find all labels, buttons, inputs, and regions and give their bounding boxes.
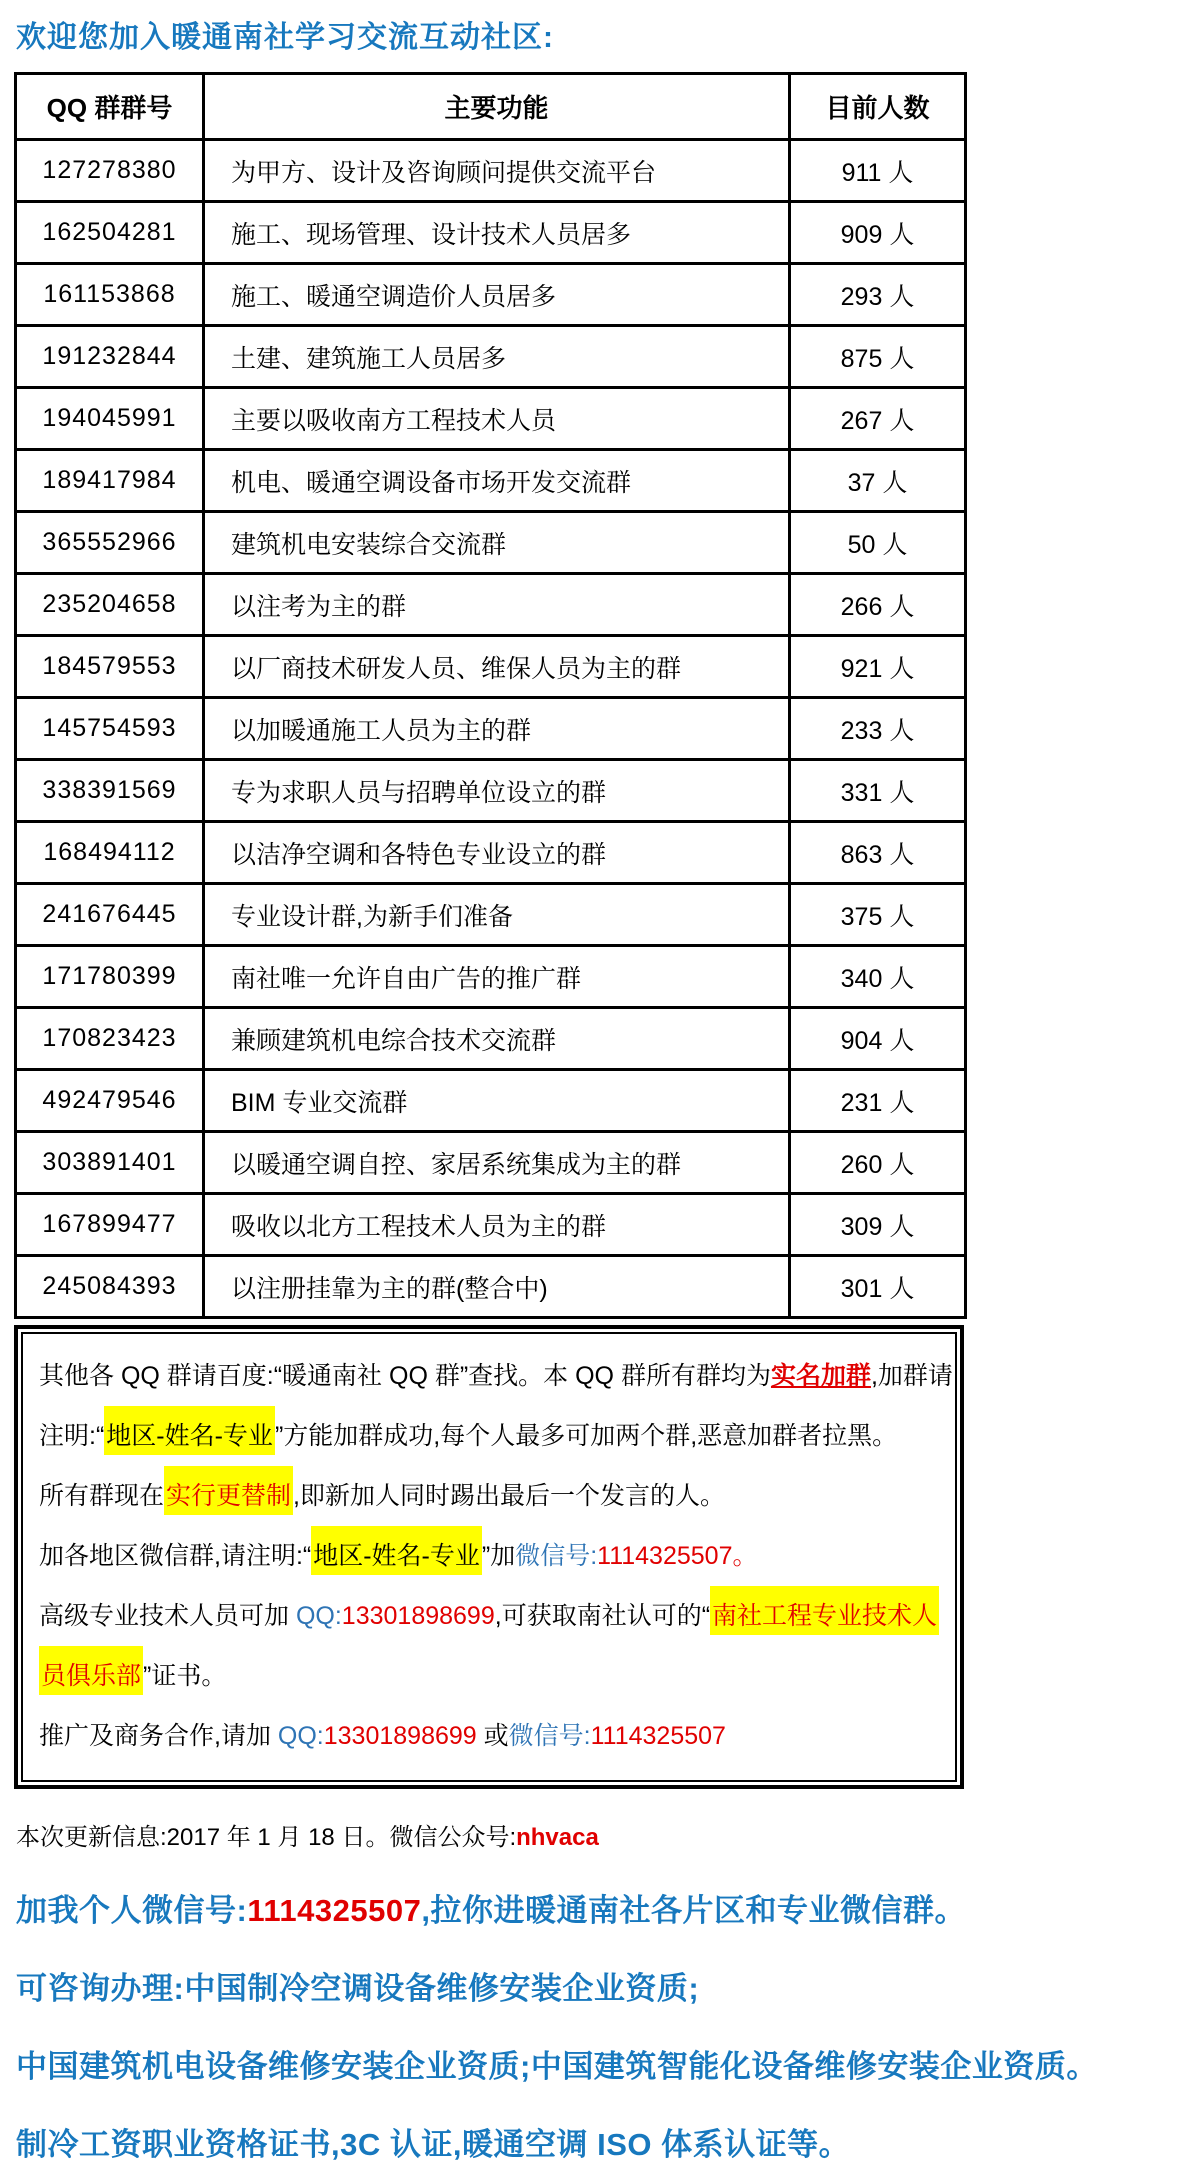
function-cell: 施工、现场管理、设计技术人员居多: [204, 202, 790, 264]
text-segment: 地区-姓名-专业: [104, 1406, 275, 1455]
table-row: [16, 326, 966, 388]
note-line: [39, 1586, 939, 1646]
text-segment: ”加: [481, 1542, 516, 1570]
table-row: [16, 760, 966, 822]
qq-number-cell: 365552966: [16, 512, 204, 574]
text-segment: 所有群现在: [39, 1482, 165, 1510]
text-segment: ”方能加群成功,每个人最多可加两个群,恶意加群者拉黑。: [274, 1422, 898, 1450]
text-segment: ,拉你进暖通南社各片区和专业微信群。: [421, 1893, 966, 1928]
header-member-count: 目前人数: [790, 74, 966, 140]
qq-number-cell: 127278380: [16, 140, 204, 202]
text-segment: 地区-姓名-专业: [311, 1526, 482, 1575]
function-cell: BIM 专业交流群: [204, 1070, 790, 1132]
note-line: [39, 1646, 939, 1706]
function-cell: 以注册挂靠为主的群(整合中): [204, 1256, 790, 1318]
qq-number-cell: 189417984: [16, 450, 204, 512]
header-main-function: 主要功能: [204, 74, 790, 140]
update-info-line: [16, 1817, 1168, 1852]
function-cell: 吸收以北方工程技术人员为主的群: [204, 1194, 790, 1256]
table-row: [16, 388, 966, 450]
qq-number-cell: 194045991: [16, 388, 204, 450]
footer-line: [16, 1963, 1168, 2008]
table-row: [16, 1132, 966, 1194]
table-row: [16, 946, 966, 1008]
qq-number-cell: 167899477: [16, 1194, 204, 1256]
text-segment: 或: [476, 1722, 509, 1750]
table-row: [16, 822, 966, 884]
text-segment: 13301898699: [323, 1722, 477, 1750]
text-segment: 注明:“: [39, 1422, 105, 1450]
table-row: [16, 1070, 966, 1132]
note-line: [39, 1406, 939, 1466]
table-row: [16, 1008, 966, 1070]
qq-number-cell: 338391569: [16, 760, 204, 822]
table-row: [16, 140, 966, 202]
table-row: [16, 450, 966, 512]
member-count-cell: 50 人: [790, 512, 966, 574]
text-segment: 加我个人微信号:: [16, 1893, 248, 1928]
function-cell: 以注考为主的群: [204, 574, 790, 636]
member-count-cell: 301 人: [790, 1256, 966, 1318]
table-row: [16, 512, 966, 574]
qq-number-cell: 162504281: [16, 202, 204, 264]
text-segment: 实行更替制: [164, 1466, 293, 1515]
table-header-row: [16, 74, 966, 140]
footer-line: [16, 1885, 1168, 1930]
page-title: 欢迎您加入暖通南社学习交流互动社区:: [16, 21, 554, 54]
member-count-cell: 231 人: [790, 1070, 966, 1132]
member-count-cell: 331 人: [790, 760, 966, 822]
qq-number-cell: 184579553: [16, 636, 204, 698]
function-cell: 施工、暖通空调造价人员居多: [204, 264, 790, 326]
text-segment: 1114325507: [247, 1893, 422, 1928]
member-count-cell: 233 人: [790, 698, 966, 760]
member-count-cell: 909 人: [790, 202, 966, 264]
function-cell: 专业设计群,为新手们准备: [204, 884, 790, 946]
footer-line: [16, 2041, 1168, 2086]
note-line: [39, 1466, 939, 1526]
member-count-cell: 340 人: [790, 946, 966, 1008]
qq-number-cell: 171780399: [16, 946, 204, 1008]
function-cell: 机电、暖通空调设备市场开发交流群: [204, 450, 790, 512]
footer-section: [14, 1885, 1168, 2164]
header-qq-number: QQ 群群号: [16, 74, 204, 140]
text-segment: QQ:: [295, 1602, 342, 1630]
text-segment: ,即新加人同时踢出最后一个发言的人。: [293, 1482, 725, 1510]
table-row: [16, 202, 966, 264]
qq-number-cell: 241676445: [16, 884, 204, 946]
text-segment: QQ:: [277, 1722, 324, 1750]
function-cell: 为甲方、设计及咨询顾问提供交流平台: [204, 140, 790, 202]
function-cell: 以暖通空调自控、家居系统集成为主的群: [204, 1132, 790, 1194]
text-segment: ”证书。: [143, 1662, 227, 1690]
member-count-cell: 267 人: [790, 388, 966, 450]
member-count-cell: 911 人: [790, 140, 966, 202]
text-segment: 13301898699: [341, 1602, 495, 1630]
table-row: [16, 1194, 966, 1256]
qq-number-cell: 245084393: [16, 1256, 204, 1318]
table-row: [16, 884, 966, 946]
table-row: [16, 698, 966, 760]
qq-number-cell: 145754593: [16, 698, 204, 760]
member-count-cell: 266 人: [790, 574, 966, 636]
text-segment: 南社工程专业技术人: [710, 1586, 939, 1635]
table-row: [16, 574, 966, 636]
note-line: [39, 1346, 953, 1406]
text-segment: 员俱乐部: [39, 1646, 143, 1695]
text-segment: 加各地区微信群,请注明:“: [39, 1542, 312, 1570]
note-line: [39, 1706, 939, 1766]
function-cell: 建筑机电安装综合交流群: [204, 512, 790, 574]
qq-number-cell: 161153868: [16, 264, 204, 326]
member-count-cell: 309 人: [790, 1194, 966, 1256]
qq-number-cell: 235204658: [16, 574, 204, 636]
member-count-cell: 875 人: [790, 326, 966, 388]
function-cell: 南社唯一允许自由广告的推广群: [204, 946, 790, 1008]
function-cell: 以加暖通施工人员为主的群: [204, 698, 790, 760]
member-count-cell: 37 人: [790, 450, 966, 512]
member-count-cell: 260 人: [790, 1132, 966, 1194]
function-cell: 兼顾建筑机电综合技术交流群: [204, 1008, 790, 1070]
text-segment: ,可获取南社认可的“: [494, 1602, 711, 1630]
member-count-cell: 863 人: [790, 822, 966, 884]
function-cell: 以厂商技术研发人员、维保人员为主的群: [204, 636, 790, 698]
text-segment: nhvaca: [516, 1824, 599, 1851]
text-segment: 微信号:: [515, 1542, 598, 1570]
text-segment: 可咨询办理:中国制冷空调设备维修安装企业资质;: [16, 1971, 700, 2006]
text-segment: 实名加群: [770, 1362, 871, 1390]
qq-number-cell: 492479546: [16, 1070, 204, 1132]
member-count-cell: 904 人: [790, 1008, 966, 1070]
text-segment: 制冷工资职业资格证书,3C 认证,暖通空调 ISO 体系认证等。: [16, 2127, 851, 2162]
text-segment: 高级专业技术人员可加: [39, 1602, 296, 1630]
text-segment: 1114325507。: [597, 1542, 758, 1570]
member-count-cell: 375 人: [790, 884, 966, 946]
text-segment: 其他各 QQ 群请百度:“暖通南社 QQ 群”查找。本 QQ 群所有群均为: [39, 1362, 771, 1390]
text-segment: ,加群请: [870, 1362, 953, 1390]
table-row: [16, 636, 966, 698]
note-line: [39, 1526, 939, 1586]
function-cell: 专为求职人员与招聘单位设立的群: [204, 760, 790, 822]
table-row: [16, 1256, 966, 1318]
text-segment: 1114325507: [590, 1722, 726, 1750]
member-count-cell: 293 人: [790, 264, 966, 326]
qq-number-cell: 191232844: [16, 326, 204, 388]
text-segment: 微信号:: [508, 1722, 591, 1750]
member-count-cell: 921 人: [790, 636, 966, 698]
qq-number-cell: 303891401: [16, 1132, 204, 1194]
text-segment: 中国建筑机电设备维修安装企业资质;中国建筑智能化设备维修安装企业资质。: [16, 2049, 1098, 2084]
text-segment: 本次更新信息:2017 年 1 月 18 日。微信公众号:: [16, 1824, 517, 1851]
footer-line: [16, 2119, 1168, 2164]
qq-number-cell: 170823423: [16, 1008, 204, 1070]
notes-box: [14, 1325, 964, 1789]
qq-number-cell: 168494112: [16, 822, 204, 884]
text-segment: 推广及商务合作,请加: [39, 1722, 278, 1750]
function-cell: 主要以吸收南方工程技术人员: [204, 388, 790, 450]
table-row: [16, 264, 966, 326]
notes-box-inner: [21, 1332, 957, 1782]
qq-groups-table: [14, 72, 967, 1319]
function-cell: 土建、建筑施工人员居多: [204, 326, 790, 388]
function-cell: 以洁净空调和各特色专业设立的群: [204, 822, 790, 884]
